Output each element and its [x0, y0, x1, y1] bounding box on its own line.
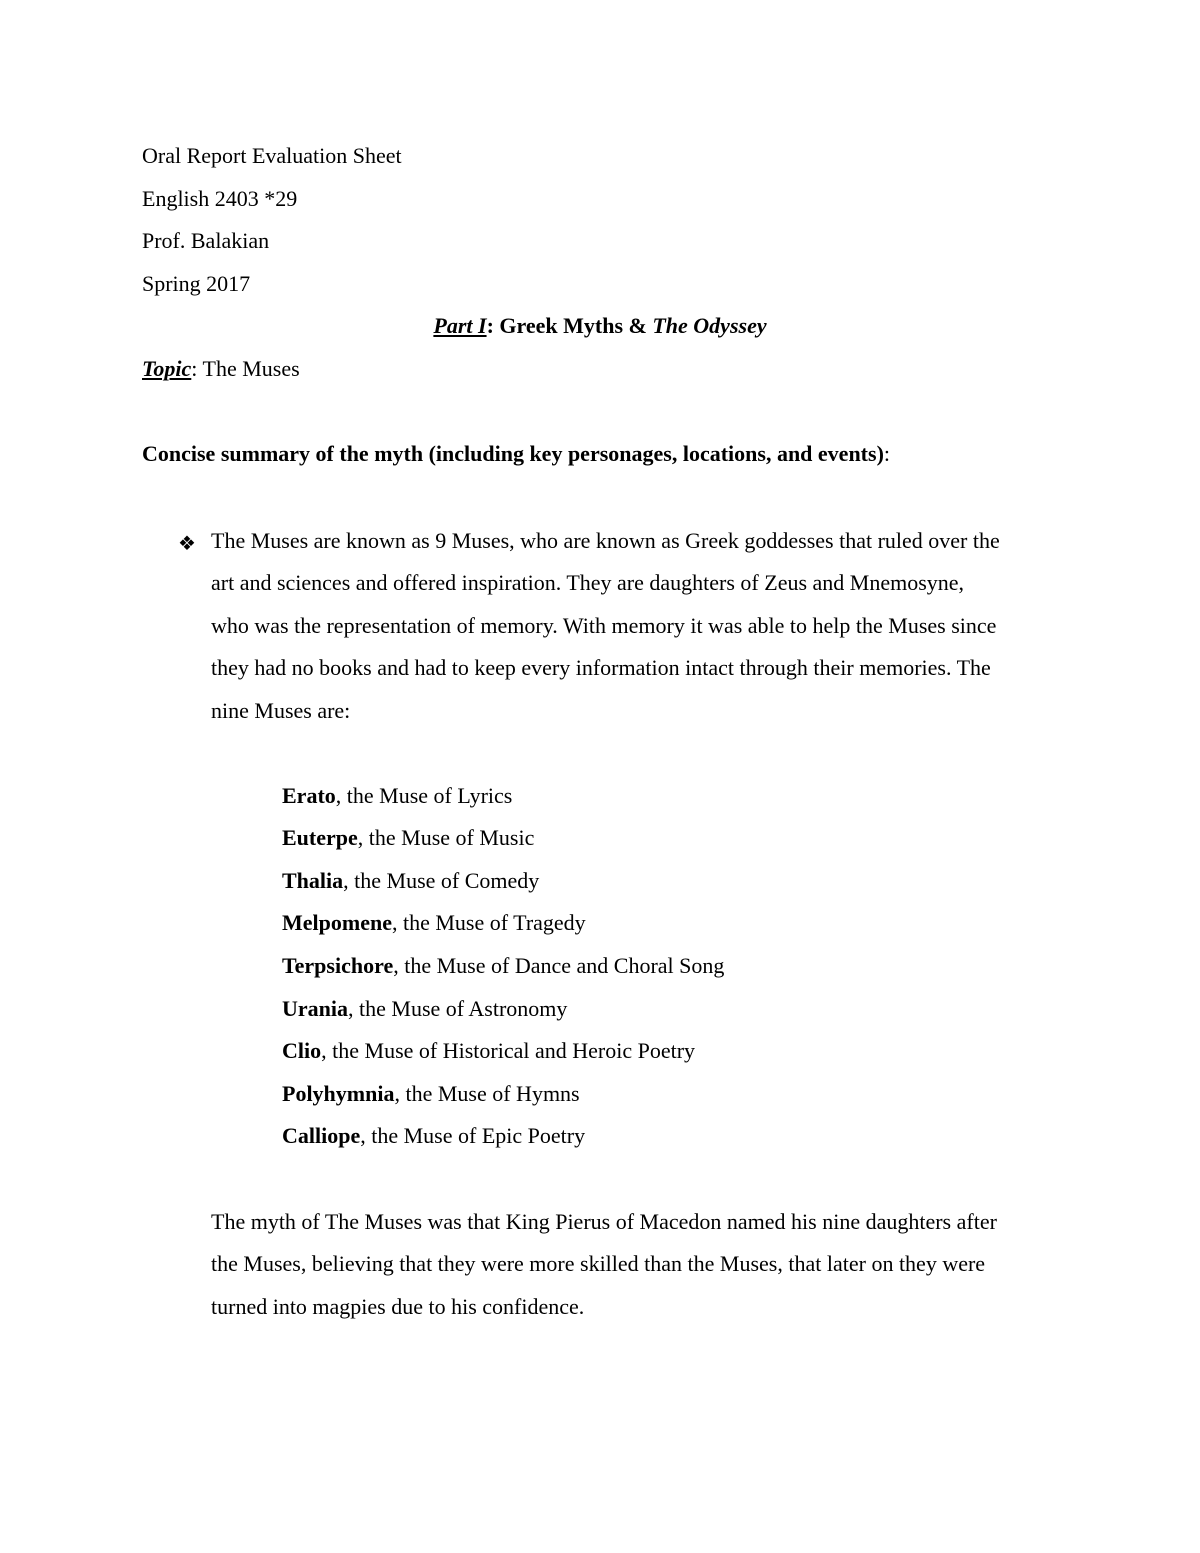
muse-list-item [282, 783, 512, 809]
part-work-title: The Odyssey [652, 313, 767, 338]
muse-name: Calliope [282, 1123, 361, 1148]
muse-name: Melpomene [282, 910, 392, 935]
course-line: English 2403 *29 [142, 186, 298, 211]
muse-desc: , the Muse of Astronomy [348, 996, 568, 1021]
muse-desc: , the Muse of Historical and Heroic Poetry [321, 1038, 696, 1063]
muse-list-item [282, 868, 539, 894]
diamond-bullet-icon: ❖ [178, 533, 196, 555]
part-heading [0, 313, 1200, 339]
muse-list-item [282, 1038, 695, 1064]
muse-name: Terpsichore [282, 953, 394, 978]
bullet-line: art and sciences and offered inspiration. They are daughters of Zeus and Mnemosyne, [211, 570, 965, 595]
muse-name: Clio [282, 1038, 322, 1063]
muse-list-item [282, 825, 534, 851]
summary-heading [142, 441, 890, 467]
muse-desc: , the Muse of Comedy [343, 868, 540, 893]
muse-desc: , the Muse of Epic Poetry [360, 1123, 586, 1148]
muse-desc: , the Muse of Hymns [394, 1081, 580, 1106]
muse-name: Thalia [282, 868, 344, 893]
muse-list-item [282, 996, 567, 1022]
part-text: Greek Myths & [493, 313, 653, 338]
muse-desc: , the Muse of Tragedy [391, 910, 586, 935]
summary-heading-colon: : [883, 441, 891, 466]
bullet-line: The Muses are known as 9 Muses, who are known as Greek goddesses that ruled over the [211, 528, 1000, 553]
sheet-title: Oral Report Evaluation Sheet [142, 143, 402, 168]
muse-name: Urania [282, 996, 348, 1021]
muse-list-item [282, 1123, 585, 1149]
bullet-line: they had no books and had to keep every information intact through their memories. The [211, 655, 991, 680]
muse-desc: , the Muse of Music [357, 825, 535, 850]
myth-line: The myth of The Muses was that King Pierus of Macedon named his nine daughters after [211, 1209, 997, 1234]
muse-desc: , the Muse of Lyrics [335, 783, 513, 808]
bullet-line: nine Muses are: [211, 698, 351, 723]
myth-line: turned into magpies due to his confidence. [211, 1294, 585, 1319]
muse-desc: , the Muse of Dance and Choral Song [393, 953, 725, 978]
muse-name: Erato [282, 783, 336, 808]
muse-list-item [282, 953, 724, 979]
professor-line: Prof. Balakian [142, 228, 270, 253]
term-line: Spring 2017 [142, 271, 251, 296]
muse-list-item [282, 910, 586, 936]
muse-name: Polyhymnia [282, 1081, 395, 1106]
part-colon: : [486, 313, 494, 338]
muse-list-item [282, 1081, 580, 1107]
part-label: Part I [433, 313, 487, 338]
topic-label: Topic [142, 356, 192, 381]
topic-value: The Muses [202, 356, 300, 381]
muse-name: Euterpe [282, 825, 358, 850]
bullet-line: who was the representation of memory. With memory it was able to help the Muses since [211, 613, 997, 638]
myth-line: the Muses, believing that they were more skilled than the Muses, that later on they were [211, 1251, 986, 1276]
summary-heading-text: Concise summary of the myth (including key personages, locations, and events) [142, 441, 884, 466]
topic-line [142, 356, 300, 382]
topic-colon: : [191, 356, 203, 381]
